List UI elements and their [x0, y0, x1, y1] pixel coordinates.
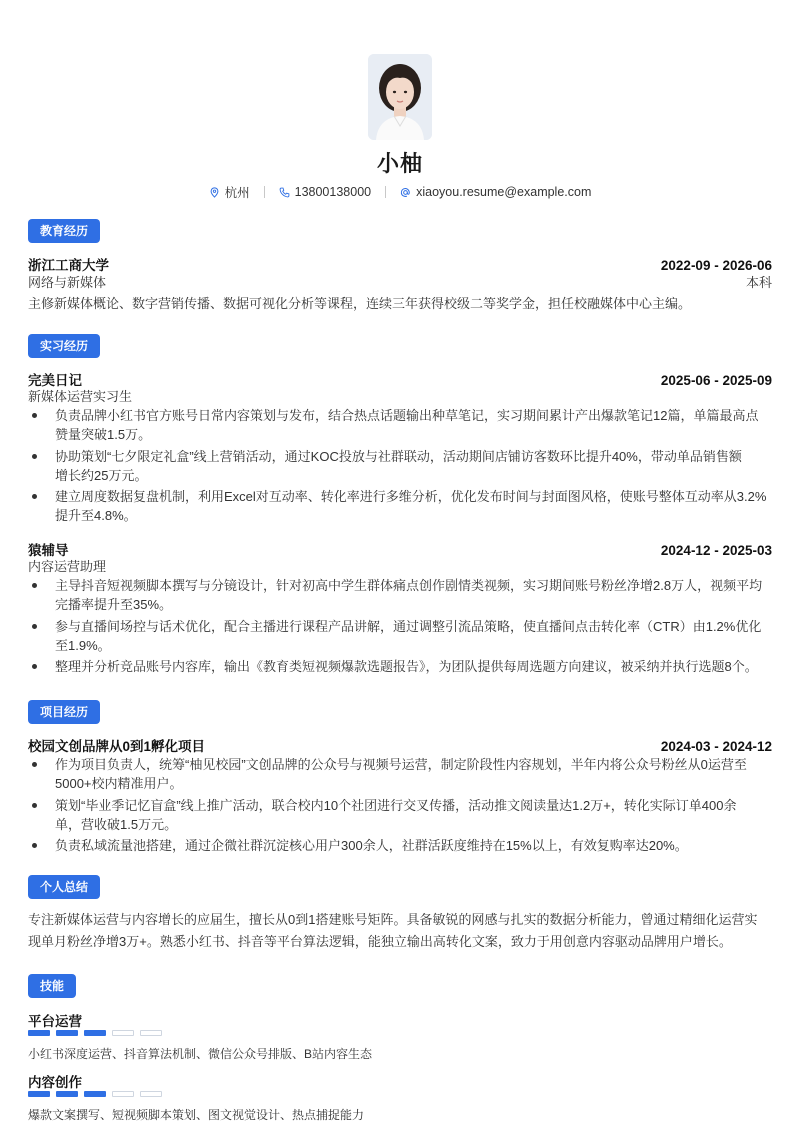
education-subheader	[28, 272, 772, 291]
skill-name: 内容创作	[28, 1075, 82, 1090]
education-description: 主修新媒体概论、数字营销传播、数据可视化分析等课程，连续三年获得校级二等奖学金，担任校融媒体中心主编。	[28, 296, 692, 311]
candidate-name: 小柚	[376, 151, 423, 176]
education-header	[28, 254, 772, 274]
bullet-line: 建立周度数据复盘机制，利用Excel对互动率、转化率进行多维分析，优化发布时间与封面图风格，使账号整体互动率从3.2%	[55, 489, 767, 504]
summary-line: 专注新媒体运营与内容增长的应届生，擅长从0到1搭建账号矩阵。具备敏锐的网感与扎实的数据分析能力，曾通过精细化运营实	[28, 912, 758, 927]
bullet-line: 增长约25万元。	[55, 468, 148, 483]
summary-line: 现单月粉丝净增3万+。熟悉小红书、抖音等平台算法逻辑，能独立输出高转化文案，致力于用创意内容驱动品牌用户增长。	[28, 934, 732, 949]
project-period: 2024-03 - 2024-12	[660, 739, 772, 754]
list-item	[28, 576, 772, 614]
skill-level-filled	[84, 1030, 106, 1036]
bullet-line: 负责品牌小红书官方账号日常内容策划与发布，结合热点话题输出种草笔记，实习期间累计产出爆款笔记12篇，单篇最高点	[55, 408, 759, 423]
degree: 本科	[745, 275, 772, 290]
skill-level-filled	[28, 1091, 50, 1097]
list-item	[28, 796, 772, 834]
section-skills-badge: 技能	[28, 974, 76, 998]
summary-text	[28, 909, 772, 953]
internship-role	[28, 386, 772, 405]
skill-description: 小红书深度运营、抖音算法机制、微信公众号排版、B站内容生态	[28, 1047, 373, 1061]
internship-period: 2025-06 - 2025-09	[660, 373, 772, 388]
company-name: 完美日记	[28, 373, 82, 388]
skill-level-bar	[28, 1091, 162, 1097]
school-name: 浙江工商大学	[28, 258, 109, 273]
role-title: 内容运营助理	[28, 559, 107, 574]
phone-text: 13800138000	[294, 185, 372, 199]
skill-name: 平台运营	[28, 1014, 82, 1029]
contact-city	[209, 183, 250, 201]
list-item	[28, 617, 772, 655]
contact-phone	[279, 185, 371, 199]
skill-level-filled	[84, 1091, 106, 1097]
bullet-line: 提升至4.8%。	[55, 508, 137, 523]
at-icon	[400, 187, 411, 198]
education-period: 2022-09 - 2026-06	[660, 258, 772, 273]
section-education-badge: 教育经历	[28, 219, 100, 243]
section-summary-badge: 个人总结	[28, 875, 100, 899]
divider	[385, 186, 386, 198]
bullet-line: 至1.9%。	[55, 638, 111, 653]
bullet-line: 参与直播间场控与话术优化，配合主播进行课程产品讲解，通过调整引流品策略，使直播间点击转化率（CTR）由1.2%优化	[55, 619, 762, 634]
skill-level-filled	[56, 1091, 78, 1097]
contact-email	[400, 185, 591, 199]
bullet-line: 完播率提升至35%。	[55, 597, 173, 612]
divider	[264, 186, 265, 198]
skill-level-bar	[28, 1030, 162, 1036]
contact-info	[0, 183, 800, 201]
internship-role	[28, 556, 772, 575]
bullet-line: 策划“毕业季记忆盲盒”线上推广活动，联合校内10个社团进行交叉传播，活动推文阅读量达1.2万+，转化实际订单400余	[55, 798, 737, 813]
list-item	[28, 447, 772, 485]
list-item	[28, 657, 772, 676]
list-item	[28, 406, 772, 444]
company-name: 猿辅导	[28, 543, 69, 558]
city-text: 杭州	[224, 186, 250, 200]
list-item	[28, 487, 772, 525]
bullet-line: 协助策划“七夕限定礼盒”线上营销活动，通过KOC投放与社群联动，活动期间店铺访客数环比提升40%，带动单品销售额	[55, 449, 742, 464]
skill-level-empty	[140, 1091, 162, 1097]
skill-level-empty	[140, 1030, 162, 1036]
avatar	[368, 54, 432, 140]
role-title: 新媒体运营实习生	[28, 389, 133, 404]
bullet-line: 作为项目负责人，统筹“柚见校园”文创品牌的公众号与视频号运营，制定阶段性内容规划，半年内将公众号粉丝从0运营至	[55, 757, 747, 772]
bullet-line: 整理并分析竞品账号内容库，输出《教育类短视频爆款选题报告》，为团队提供每周选题方向建议，被采纳并执行选题8个。	[55, 659, 758, 674]
list-item	[28, 836, 772, 855]
skill-description: 爆款文案撰写、短视频脚本策划、图文视觉设计、热点捕捉能力	[28, 1108, 365, 1122]
phone-icon	[279, 187, 290, 198]
list-item	[28, 755, 772, 793]
email-text: xiaoyou.resume@example.com	[416, 185, 592, 199]
bullet-line: 负责私域流量池搭建，通过企微社群沉淀核心用户300余人，社群活跃度维持在15%以上，有效复购率达20%。	[55, 838, 688, 853]
skill-level-filled	[56, 1030, 78, 1036]
bullet-line: 单，营收破1.5万元。	[55, 817, 178, 832]
internship-period: 2024-12 - 2025-03	[660, 543, 772, 558]
bullet-line: 主导抖音短视频脚本撰写与分镜设计，针对初高中学生群体痛点创作剧情类视频，实习期间账号粉丝净增2.8万人，视频平均	[55, 578, 763, 593]
location-icon	[209, 187, 220, 198]
bullet-line: 赞量突破1.5万。	[55, 427, 152, 442]
section-project-badge: 项目经历	[28, 700, 100, 724]
skill-level-filled	[28, 1030, 50, 1036]
project-name: 校园文创品牌从0到1孵化项目	[28, 739, 206, 754]
skill-level-empty	[112, 1030, 134, 1036]
skill-level-empty	[112, 1091, 134, 1097]
project-header	[28, 735, 772, 755]
section-internship-badge: 实习经历	[28, 334, 100, 358]
bullet-line: 5000+校内精准用户。	[55, 776, 183, 791]
major: 网络与新媒体	[28, 275, 107, 290]
